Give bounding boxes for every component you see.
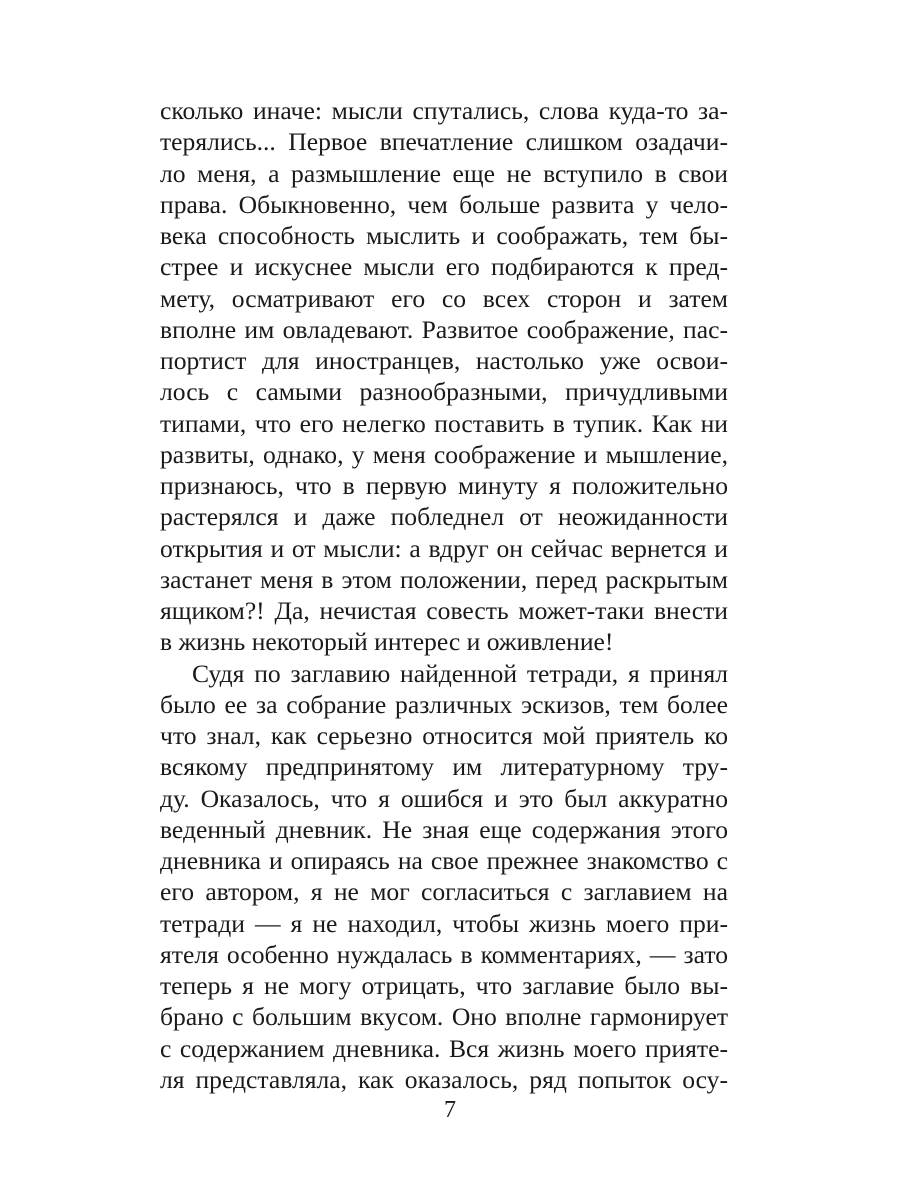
text-line: стрее и искуснее мысли его подбираются к пред- — [160, 252, 728, 282]
text-line: типами, что его нелегко поставить в тупик. Как ни — [160, 408, 728, 438]
text-line: права. Обыкновенно, чем больше развита у чело- — [160, 189, 728, 219]
text-line: Судя по заглавию найденной тетради, я принял — [192, 658, 728, 688]
text-line: ящиком?! Да, нечистая совесть может-таки внести — [160, 596, 728, 625]
text-line: теперь я не могу отрицать, что заглавие было вы- — [160, 971, 728, 1000]
text-line: ду. Оказалось, что я ошибся и это был аккуратно — [160, 783, 728, 813]
page-number: 7 — [444, 1097, 456, 1123]
paragraph-2 — [160, 658, 728, 1096]
text-line: с содержанием дневника. Вся жизнь моего прияте- — [160, 1033, 728, 1063]
text-line: его автором, я не мог согласиться с заглавием на — [160, 877, 728, 907]
text-line: признаюсь, что в первую минуту я положительно — [160, 471, 728, 500]
text-line: открытия и от мысли: а вдруг он сейчас вернется и — [160, 533, 728, 563]
text-line: сколько иначе: мысли спутались, слова куда-то за- — [160, 96, 728, 125]
text-line: мету, осматривают его со всех сторон и затем — [160, 283, 728, 313]
paragraph-1 — [160, 95, 728, 658]
text-line: развиты, однако, у меня соображение и мышление, — [160, 439, 728, 469]
text-line: ля представляла, как оказалось, ряд попыток осу- — [160, 1064, 728, 1094]
page-body — [160, 95, 728, 1095]
text-line: растерялся и даже побледнел от неожиданности — [160, 502, 728, 532]
text-line: ятеля особенно нуждалась в комментариях, — зато — [160, 939, 728, 969]
text-line: было ее за собрание различных эскизов, тем более — [160, 689, 728, 719]
text-line: лось с самыми разнообразными, причудливыми — [160, 377, 728, 407]
text-line: вполне им овладевают. Развитое соображение, пас- — [160, 314, 728, 344]
text-line: брано с большим вкусом. Оно вполне гармонирует — [160, 1002, 728, 1032]
text-line: застанет меня в этом положении, перед раскрытым — [160, 564, 728, 594]
text-line: тетради — я не находил, чтобы жизнь моего при- — [160, 908, 728, 938]
text-line: всякому предпринятому им литературному тру- — [160, 752, 728, 782]
text-line: ло меня, а размышление еще не вступило в свои — [160, 158, 728, 188]
text-line: дневника и опираясь на свое прежнее знакомство с — [160, 846, 728, 875]
text-line: терялись... Первое впечатление слишком озадачи- — [160, 127, 728, 157]
text-line: портист для иностранцев, настолько уже освои- — [160, 346, 728, 375]
text-line: в жизнь некоторый интерес и оживление! — [160, 627, 614, 657]
text-line: века способность мыслить и соображать, тем бы- — [160, 221, 728, 250]
text-line: веденный дневник. Не зная еще содержания этого — [160, 814, 728, 844]
text-line: что знал, как серьезно относится мой приятель ко — [160, 721, 728, 750]
